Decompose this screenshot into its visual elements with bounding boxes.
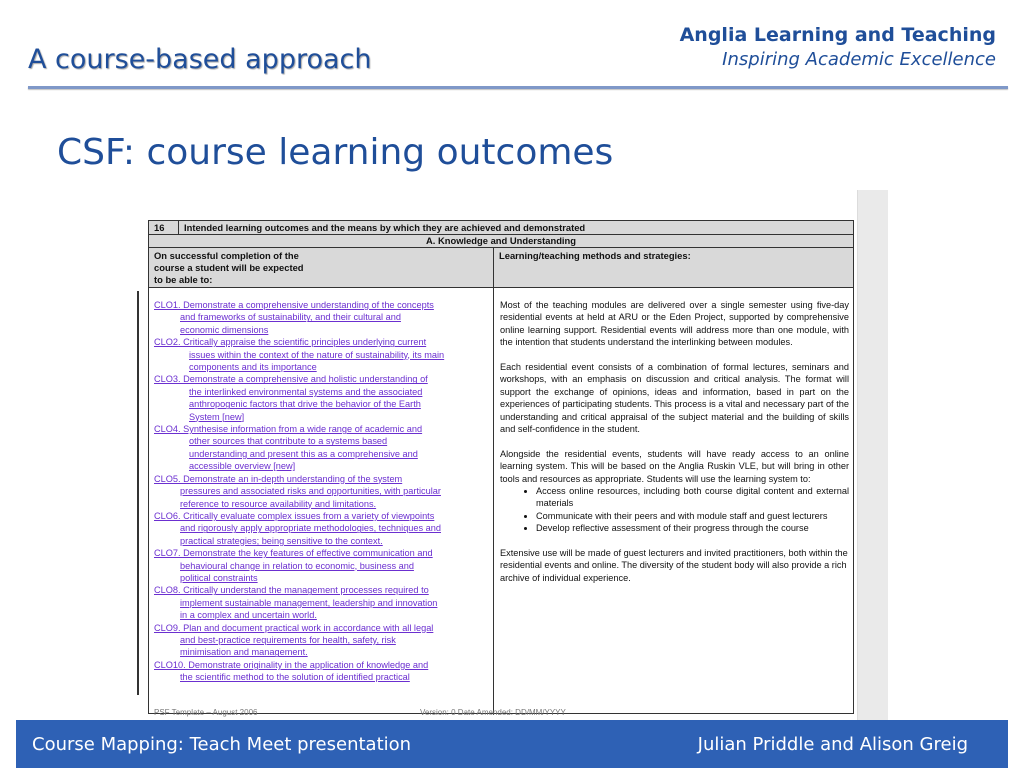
outcome-first-line: CLO4. Synthesise information from a wide range of academic and xyxy=(154,424,423,435)
outcome-first-line: CLO10. Demonstrate originality in the application of knowledge and xyxy=(154,659,429,670)
outcome-continuation-line: implement sustainable management, leadership and innovation xyxy=(180,597,438,608)
outcome-continuation-line: and frameworks of sustainability, and their cultural and xyxy=(180,312,401,323)
outcome-continuation-line: System [new] xyxy=(189,411,245,422)
methods-bullet-list xyxy=(500,485,849,535)
outcome-continuation-line: reference to resource availability and limitations. xyxy=(180,498,377,509)
outcome-item xyxy=(154,547,489,584)
footer-bar xyxy=(16,720,1008,768)
outcome-item xyxy=(154,659,489,684)
outcome-item xyxy=(154,510,489,547)
outcome-continuation-line: and best-practice requirements for health, safety, risk xyxy=(180,634,396,645)
outcome-first-line: CLO3. Demonstrate a comprehensive and holistic understanding of xyxy=(154,374,428,385)
table-section-row xyxy=(149,221,853,235)
slide-heading: CSF: course learning outcomes xyxy=(57,132,614,173)
section-title: Intended learning outcomes and the means by which they are achieved and demonstrated xyxy=(184,222,586,233)
methods-bullet: • Develop reflective assessment of their progress through the course xyxy=(536,522,849,534)
methods-paragraph: Extensive use will be made of guest lecturers and invited practitioners, both within the residential events and online. The diversity of the student body will also provide a rich archive of individual experience. xyxy=(500,548,848,583)
outcome-continuation-line: minimisation and management. xyxy=(180,647,308,658)
methods-column xyxy=(494,248,853,715)
outcomes-column-header xyxy=(149,248,493,288)
outcome-item xyxy=(154,622,489,659)
document-footer-version: Version: 0 Date Amended: DD/MM/YYYY xyxy=(420,708,566,717)
outcome-continuation-line: the interlinked environmental systems and the associated xyxy=(189,386,423,397)
methods-bullet: • Communicate with their peers and with module staff and guest lecturers xyxy=(536,510,849,522)
outcome-item xyxy=(154,373,489,423)
outcome-continuation-line: the scientific method to the solution of identified practical xyxy=(180,672,410,683)
brand-block xyxy=(680,24,996,70)
outcome-continuation-line: economic dimensions xyxy=(180,324,269,335)
outcome-item xyxy=(154,299,489,336)
outcome-first-line: CLO1. Demonstrate a comprehensive understanding of the concepts xyxy=(154,300,434,310)
header-divider xyxy=(28,86,1008,89)
methods-paragraph: Most of the teaching modules are delivered over a single semester using five-day residential events at held at ARU or the Eden Project, supported by comprehensive online learning support. Residential events will address more than one module, with the intention that students understand the interlinking between modules. xyxy=(500,300,849,348)
change-bar xyxy=(137,291,139,695)
outcome-item xyxy=(154,423,489,473)
section-number: 16 xyxy=(149,221,179,234)
outcome-continuation-line: components and its importance xyxy=(189,362,317,373)
outcome-continuation-line: practical strategies; being sensitive to the context. xyxy=(180,535,383,546)
table-subheading: A. Knowledge and Understanding xyxy=(149,235,853,248)
methods-text xyxy=(494,288,853,584)
outcome-first-line: CLO5. Demonstrate an in-depth understanding of the system xyxy=(154,473,403,484)
outcome-item xyxy=(154,584,489,621)
outcomes-header-line: to be able to: xyxy=(154,274,213,285)
methods-paragraph: Each residential event consists of a combination of formal lectures, seminars and workshops, with an emphasis on discussion and critical analysis. The format will support the exchange of opinions, ideas and information, based in part on the experiences of participating students. This process is a vital and necessary part of the understanding and critical appraisal of the subject material and the building of skills and self-confidence in the student. xyxy=(500,362,849,435)
footer-authors: Julian Priddle and Alison Greig xyxy=(697,733,968,755)
outcome-continuation-line: other sources that contribute to a systems based xyxy=(189,436,388,447)
methods-bullet: • Access online resources, including both course digital content and external materials xyxy=(536,485,849,510)
outcome-continuation-line: behavioural change in relation to economic, business and xyxy=(180,560,414,571)
outcome-first-line: CLO9. Plan and document practical work in accordance with all legal xyxy=(154,622,434,633)
outcome-continuation-line: understanding and present this as a comprehensive and xyxy=(189,448,418,459)
outcome-continuation-line: in a complex and uncertain world. xyxy=(180,610,317,621)
outcomes-header-line: On successful completion of the xyxy=(154,250,299,261)
document-footer-template: PSF Template – August 2006 xyxy=(154,708,258,717)
brand-tagline: Inspiring Academic Excellence xyxy=(722,49,996,70)
outcome-first-line: CLO2. Critically appraise the scientific principles underlying current xyxy=(154,337,427,348)
outcome-first-line: CLO7. Demonstrate the key features of effective communication and xyxy=(154,548,433,559)
methods-column-header: Learning/teaching methods and strategies: xyxy=(494,248,853,288)
outcome-continuation-line: and rigorously apply appropriate methodologies, techniques and xyxy=(180,523,441,534)
outcome-continuation-line: accessible overview [new] xyxy=(189,461,296,472)
outcomes-list xyxy=(149,288,493,684)
brand-name: Anglia Learning and Teaching xyxy=(679,24,996,46)
outcomes-column xyxy=(149,248,494,715)
document-scroll-margin xyxy=(857,190,888,720)
outcome-continuation-line: issues within the context of the nature of sustainability, its main xyxy=(189,349,445,360)
outcome-item xyxy=(154,473,489,510)
outcomes-header-line: course a student will be expected xyxy=(154,262,304,273)
outcome-continuation-line: political constraints xyxy=(180,572,258,583)
outcome-item xyxy=(154,336,489,373)
outcome-continuation-line: anthropogenic factors that drive the behavior of the Earth xyxy=(189,399,421,410)
slide-title: A course-based approach xyxy=(28,44,372,75)
outcome-first-line: CLO6. Critically evaluate complex issues from a variety of viewpoints xyxy=(154,510,435,521)
learning-outcomes-table xyxy=(148,220,854,714)
outcome-first-line: CLO8. Critically understand the management processes required to xyxy=(154,585,429,596)
outcome-continuation-line: pressures and associated risks and opportunities, with particular xyxy=(180,486,441,497)
footer-presentation-title: Course Mapping: Teach Meet presentation xyxy=(32,733,412,755)
methods-paragraph: Alongside the residential events, students will have ready access to an online learning system. This will be based on the Anglia Ruskin VLE, but will bring in other tools and resources as appropriate. Students will use the learning system to: xyxy=(500,448,849,484)
